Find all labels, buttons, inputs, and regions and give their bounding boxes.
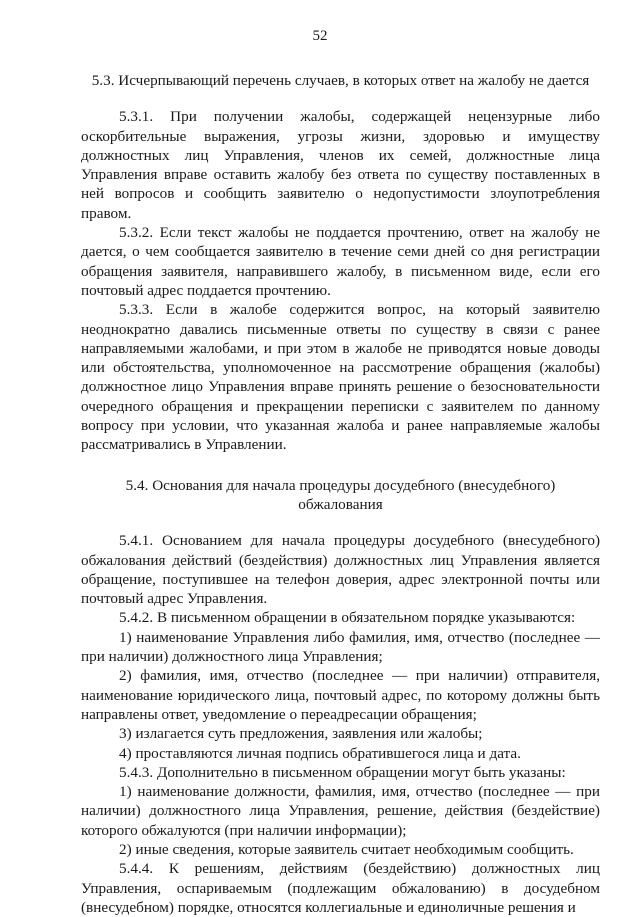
paragraph-5-3-3: 5.3.3. Если в жалобе содержится вопрос, на который заявителю неоднократно давались письменные ответы по существу в связи с ранее направляемыми жалобами, и при этом в жалобе не приводятся новые доводы или обстоятельства, уполномоченное на рассмотрение обращения (жалобы) должностное лицо Управления вправе принять решение о безосновательности очередного обращения и прекращении переписки с заявителем по данному вопросу при условии, что указанная жалоба и ранее направляемые жалобы рассматривались в Управлении.	[81, 301, 600, 454]
list-item-5-4-2-2: 2) фамилия, имя, отчество (последнее — при наличии) отправителя, наименование юридического лица, почтовый адрес, по которому должны быть направлены ответ, уведомление о переадресации обращения;	[81, 667, 600, 723]
paragraph-5-3-1: 5.3.1. При получении жалобы, содержащей нецензурные либо оскорбительные выражения, угрозы жизни, здоровью и имуществу должностных лиц Управления, членов их семей, должностные лица Управления вправе оставить жалобу без ответа по существу поставленных в ней вопросов и сообщить заявителю о недопустимости злоупотребления правом.	[81, 108, 600, 222]
list-item-5-4-2-4: 4) проставляются личная подпись обратившегося лица и дата.	[119, 744, 521, 762]
paragraph-5-4-1: 5.4.1. Основанием для начала процедуры досудебного (внесудебного) обжалования действий (бездействия) должностных лиц Управления является обращение, поступившее на телефон доверия, адрес электронной почты или почтовый адрес Управления.	[81, 532, 600, 608]
page-content	[81, 71, 600, 917]
section-5-3-heading: 5.3. Исчерпывающий перечень случаев, в которых ответ на жалобу не дается	[91, 72, 590, 89]
list-item-5-4-2-1: 1) наименование Управления либо фамилия, имя, отчество (последнее — при наличии) должностного лица Управления;	[81, 628, 600, 666]
paragraph-5-3-2: 5.3.2. Если текст жалобы не поддается прочтению, ответ на жалобу не дается, о чем сообщается заявителю в течение семи дней со дня регистрации обращения заявителя, направившего жалобу, в письменном виде, если его почтовый адрес поддается прочтению.	[81, 224, 600, 299]
paragraph-5-4-4: 5.4.4. К решениям, действиям (бездействию) должностных лиц Управления, оспариваемым (подлежащим обжалованию) в досудебном (внесудебном) порядке, относятся коллегиальные и единоличные решения и	[81, 860, 600, 916]
section-spacer	[81, 455, 600, 476]
list-item-5-4-2-3: 3) излагается суть предложения, заявления или жалобы;	[119, 725, 483, 743]
section-5-4-heading: 5.4. Основания для начала процедуры досудебного (внесудебного) обжалования	[125, 476, 556, 513]
page-number: 52	[312, 28, 328, 44]
list-item-5-4-3-2: 2) иные сведения, которые заявитель считает необходимым сообщить.	[119, 840, 574, 858]
paragraph-5-4-2: 5.4.2. В письменном обращении в обязательном порядке указываются:	[119, 609, 576, 627]
list-item-5-4-3-1: 1) наименование должности, фамилия, имя, отчество (последнее — при наличии) должностного лица Управления, решение, действия (бездействие) которого обжалуются (при наличии информации);	[81, 783, 600, 839]
paragraph-5-4-3: 5.4.3. Дополнительно в письменном обращении могут быть указаны:	[119, 763, 566, 781]
